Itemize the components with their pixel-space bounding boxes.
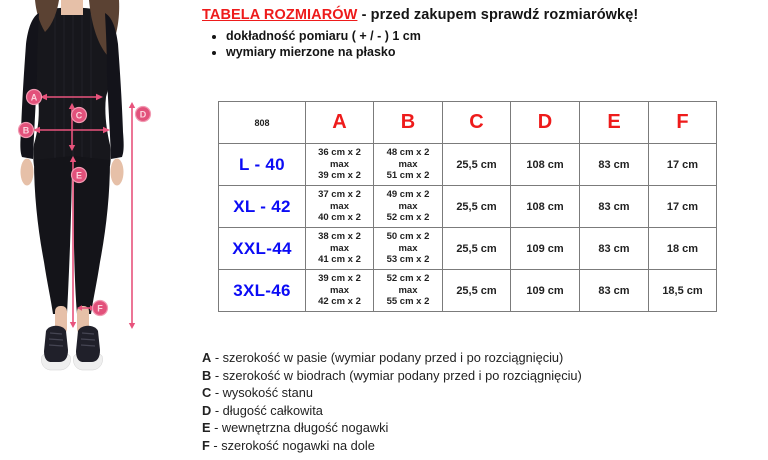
marker-d-badge [136, 107, 151, 122]
measurement-cell-c: 25,5 cm [443, 270, 511, 312]
table-row [219, 144, 717, 186]
legend-letter: D [202, 402, 212, 418]
measurement-line: max [398, 200, 418, 212]
size-cell: L - 40 [219, 144, 306, 186]
measurement-cell-c: 25,5 cm [443, 144, 511, 186]
measurement-line: 36 cm x 2 [318, 147, 361, 159]
legend-letter: A [202, 350, 212, 365]
measurement-notes [202, 29, 762, 60]
neck [61, 0, 83, 15]
sneaker-left-upper [44, 326, 68, 362]
svg-text:E: E [75, 170, 83, 181]
measurement-legend [202, 349, 602, 454]
note-item: • wymiary mierzone na płasko [226, 45, 762, 61]
measurement-line: 39 cm x 2 [318, 273, 361, 285]
legend-text: - wewnętrzna długość nogawki [214, 420, 389, 435]
size-cell: 3XL-46 [219, 270, 306, 312]
legend-item [202, 402, 602, 420]
svg-text:F: F [97, 303, 103, 314]
legend-text: - szerokość w biodrach (wymiar podany przed i po rozciągnięciu) [214, 367, 582, 383]
measurement-cell-a [306, 270, 374, 312]
measurement-line: 38 cm x 2 [318, 231, 361, 243]
measurement-cell-e: 83 cm [580, 270, 649, 312]
measurement-line: max [398, 242, 418, 254]
measurement-line: 42 cm x 2 [318, 296, 361, 308]
measurement-cell-f: 18 cm [649, 228, 717, 270]
table-row [219, 228, 717, 270]
model-number-cell: 808 [219, 102, 306, 144]
size-cell: XXL-44 [219, 228, 306, 270]
measurement-line: 39 cm x 2 [318, 170, 361, 182]
column-header-c: C [443, 102, 511, 144]
marker-a-badge [27, 90, 42, 105]
measurement-cell-c: 25,5 cm [443, 186, 511, 228]
column-header-f: F [649, 102, 717, 144]
legging-left [34, 156, 72, 314]
measurement-cell-f: 17 cm [649, 144, 717, 186]
measurement-cell-b [374, 228, 443, 270]
measurement-line: 37 cm x 2 [318, 189, 361, 201]
table-header-row [219, 102, 717, 144]
measurement-line: 41 cm x 2 [318, 254, 361, 266]
column-header-e: E [580, 102, 649, 144]
measurement-line: 52 cm x 2 [386, 212, 430, 224]
measurement-cell-b [374, 270, 443, 312]
marker-e-badge [72, 168, 87, 183]
table-row [219, 270, 717, 312]
measurement-line: max [329, 158, 349, 170]
measurement-line: 51 cm x 2 [386, 170, 430, 182]
svg-text:D: D [139, 109, 147, 120]
measurement-cell-d: 109 cm [511, 228, 580, 270]
measurement-line: max [329, 200, 349, 212]
svg-text:B: B [22, 125, 30, 136]
measurement-cell-e: 83 cm [580, 186, 649, 228]
measurement-cell-d: 108 cm [511, 186, 580, 228]
measurement-line: 50 cm x 2 [386, 231, 430, 243]
measurement-cell-b [374, 186, 443, 228]
measurement-cell-f: 17 cm [649, 186, 717, 228]
header [202, 7, 762, 60]
measurement-line: max [329, 242, 349, 254]
page-title [202, 7, 762, 23]
measurement-cell-a [306, 228, 374, 270]
svg-text:A: A [30, 92, 38, 103]
legend-letter: B [202, 367, 212, 383]
legend-letter: C [202, 385, 212, 400]
measurement-line: 40 cm x 2 [318, 212, 361, 224]
measurement-line: 48 cm x 2 [386, 147, 430, 159]
legend-text: - szerokość w pasie (wymiar podany przed i po rozciągnięciu) [214, 350, 564, 365]
legend-item [202, 367, 602, 385]
svg-text:C: C [75, 110, 83, 121]
marker-f-badge [93, 301, 108, 316]
measurement-cell-c: 25,5 cm [443, 228, 511, 270]
measurement-cell-d: 108 cm [511, 144, 580, 186]
column-header-b: B [374, 102, 443, 144]
measurement-cell-e: 83 cm [580, 228, 649, 270]
sneaker-right-upper [76, 326, 100, 362]
legend-text: - szerokość nogawki na dole [213, 437, 375, 453]
legend-letter: E [202, 420, 211, 435]
marker-c-badge [72, 108, 87, 123]
legend-item [202, 349, 602, 367]
measure-arrow-d [129, 102, 135, 329]
size-cell: XL - 42 [219, 186, 306, 228]
column-header-d: D [511, 102, 580, 144]
legend-letter: F [202, 437, 210, 453]
measurement-line: max [329, 284, 349, 296]
measurement-line: 53 cm x 2 [386, 254, 430, 266]
model-figure [0, 0, 190, 380]
page-title-highlight: TABELA ROZMIARÓW [202, 7, 358, 23]
column-header-a: A [306, 102, 374, 144]
hand-left [21, 159, 34, 186]
hand-right [111, 159, 124, 186]
measurement-line: 55 cm x 2 [386, 296, 430, 308]
measurement-cell-d: 109 cm [511, 270, 580, 312]
measurement-line: max [398, 284, 418, 296]
legend-item [202, 384, 602, 402]
legend-item [202, 419, 602, 437]
measurement-cell-f: 18,5 cm [649, 270, 717, 312]
measurement-cell-a [306, 144, 374, 186]
measurement-line: 49 cm x 2 [386, 189, 430, 201]
measurement-cell-e: 83 cm [580, 144, 649, 186]
measurement-cell-a [306, 186, 374, 228]
legend-text: - wysokość stanu [214, 385, 313, 400]
size-table [218, 101, 717, 312]
measurement-line: 52 cm x 2 [386, 273, 430, 285]
table-row [219, 186, 717, 228]
page-title-rest: - przed zakupem sprawdź rozmiarówkę! [357, 7, 639, 23]
measurement-line: max [398, 158, 418, 170]
marker-b-badge [19, 123, 34, 138]
legend-item [202, 437, 602, 455]
legend-text: - długość całkowita [214, 402, 323, 418]
measurement-cell-b [374, 144, 443, 186]
note-item: • dokładność pomiaru ( + / - ) 1 cm [226, 29, 762, 45]
